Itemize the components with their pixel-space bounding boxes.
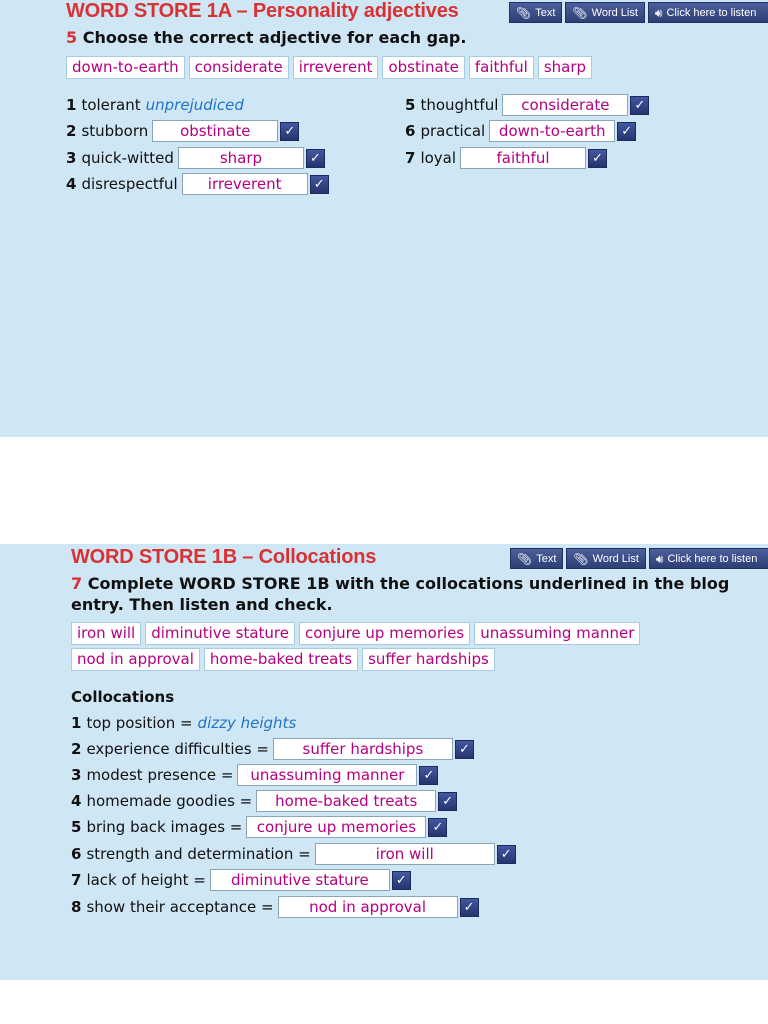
word-chip[interactable]: unassuming manner <box>474 622 640 645</box>
section-a-toolbar <box>509 2 768 23</box>
check-button[interactable]: ✓ <box>392 871 411 890</box>
answer-gap[interactable]: unassuming manner <box>237 764 417 786</box>
item-row: 4 disrespectful irreverent ✓ <box>66 172 329 196</box>
item-row: 7 loyal faithful ✓ <box>405 146 607 170</box>
speaker-icon: 🔊︎ <box>655 551 664 566</box>
check-button[interactable]: ✓ <box>280 122 299 141</box>
item-row: 6 practical down-to-earth ✓ <box>405 119 636 143</box>
item-row: 1 top position = dizzy heights <box>71 714 297 732</box>
item-row: 3 modest presence = unassuming manner ✓ <box>71 763 438 787</box>
answer-gap[interactable]: home-baked treats <box>256 790 436 812</box>
item-row: 4 homemade goodies = home-baked treats ✓ <box>71 789 457 813</box>
answer-gap[interactable]: iron will <box>315 843 495 865</box>
check-button[interactable]: ✓ <box>460 898 479 917</box>
collocations-heading: Collocations <box>71 688 175 706</box>
word-chip[interactable]: suffer hardships <box>362 648 495 671</box>
answer-gap[interactable]: considerate <box>502 94 628 116</box>
paperclip-icon: 📎︎ <box>516 5 532 20</box>
section-b-title: WORD STORE 1B – Collocations <box>71 546 377 568</box>
word-chip[interactable]: nod in approval <box>71 648 200 671</box>
listen-button[interactable]: 🔊︎ Click here to listen <box>649 548 768 569</box>
paperclip-icon: 📎︎ <box>517 551 533 566</box>
word-chip[interactable]: diminutive stature <box>145 622 295 645</box>
text-button[interactable]: 📎︎ Text <box>509 2 562 23</box>
section-b-instruction: 7 Complete WORD STORE 1B with the collocations underlined in the blog entry. Then listen and check. <box>71 574 730 614</box>
word-chip[interactable]: iron will <box>71 622 141 645</box>
word-store-1b-panel <box>0 544 768 980</box>
example-answer: unprejudiced <box>145 96 244 114</box>
paperclip-icon: 📎︎ <box>572 5 588 20</box>
check-button[interactable]: ✓ <box>310 175 329 194</box>
word-chip[interactable]: faithful <box>469 56 534 79</box>
item-row: 5 thoughtful considerate ✓ <box>405 93 649 117</box>
check-button[interactable]: ✓ <box>630 96 649 115</box>
example-answer: dizzy heights <box>197 714 297 732</box>
section-b-toolbar <box>510 548 768 569</box>
answer-gap[interactable]: obstinate <box>152 120 278 142</box>
paperclip-icon: 📎︎ <box>573 551 589 566</box>
listen-button[interactable]: 🔊︎ Click here to listen <box>648 2 768 23</box>
item-row: 7 lack of height = diminutive stature ✓ <box>71 868 411 892</box>
item-row: 3 quick-witted sharp ✓ <box>66 146 325 170</box>
check-button[interactable]: ✓ <box>617 122 636 141</box>
word-chip[interactable]: obstinate <box>382 56 464 79</box>
answer-gap[interactable]: faithful <box>460 147 586 169</box>
answer-gap[interactable]: nod in approval <box>278 896 458 918</box>
section-b-word-bank <box>71 622 681 671</box>
word-list-button[interactable]: 📎︎ Word List <box>565 2 645 23</box>
answer-gap[interactable]: diminutive stature <box>210 869 390 891</box>
answer-gap[interactable]: suffer hardships <box>273 738 453 760</box>
item-row: 6 strength and determination = iron will ✓ <box>71 842 516 866</box>
check-button[interactable]: ✓ <box>455 740 474 759</box>
word-store-1a-panel <box>0 0 768 437</box>
word-chip[interactable]: home-baked treats <box>204 648 358 671</box>
text-button[interactable]: 📎︎ Text <box>510 548 563 569</box>
check-button[interactable]: ✓ <box>419 766 438 785</box>
answer-gap[interactable]: sharp <box>178 147 304 169</box>
section-a-instruction: 5 Choose the correct adjective for each gap. <box>66 28 467 47</box>
word-list-button[interactable]: 📎︎ Word List <box>566 548 646 569</box>
answer-gap[interactable]: down-to-earth <box>489 120 615 142</box>
answer-gap[interactable]: irreverent <box>182 173 308 195</box>
check-button[interactable]: ✓ <box>438 792 457 811</box>
check-button[interactable]: ✓ <box>428 818 447 837</box>
item-row: 2 stubborn obstinate ✓ <box>66 119 299 143</box>
word-chip[interactable]: considerate <box>189 56 289 79</box>
check-button[interactable]: ✓ <box>497 845 516 864</box>
check-button[interactable]: ✓ <box>588 149 607 168</box>
section-a-title: WORD STORE 1A – Personality adjectives <box>66 0 459 22</box>
item-row: 1 tolerant unprejudiced <box>66 96 244 114</box>
item-row: 2 experience difficulties = suffer hardships ✓ <box>71 737 474 761</box>
item-row: 8 show their acceptance = nod in approval ✓ <box>71 895 479 919</box>
word-chip[interactable]: sharp <box>538 56 592 79</box>
word-chip[interactable]: conjure up memories <box>299 622 470 645</box>
answer-gap[interactable]: conjure up memories <box>246 816 426 838</box>
check-button[interactable]: ✓ <box>306 149 325 168</box>
word-chip[interactable]: irreverent <box>293 56 379 79</box>
section-a-word-bank <box>66 56 746 79</box>
word-chip[interactable]: down-to-earth <box>66 56 185 79</box>
item-row: 5 bring back images = conjure up memories ✓ <box>71 815 447 839</box>
speaker-icon: 🔊︎ <box>654 5 663 20</box>
